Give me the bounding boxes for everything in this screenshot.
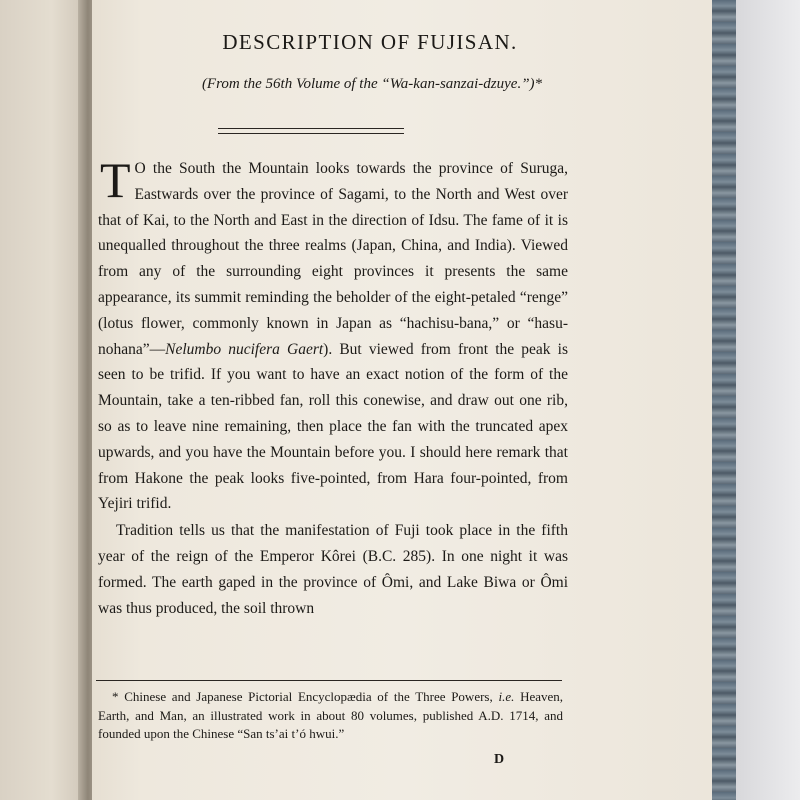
- paragraph-2: Tradition tells us that the manifestation of Fuji took place in the fifth year of the reign of the Emperor Kôrei (B.C. 285). In one night it was formed. The earth gaped in the province of Ômi, and Lake Biwa or Ômi was thus produced, the soil thrown: [98, 522, 568, 617]
- double-rule-divider: [218, 128, 404, 134]
- paragraph-1-text-cont: ). But viewed from front the peak is seen to be trifid. If you want to have an exact notion of the form of the Mountain, take a ten-ribbed fan, roll this conewise, and draw out one rib, so as to leave nine remaining, then place the fan with the truncated apex upwards, and you have the Mountain before you. I should here remark that from Hakone the peak looks five-pointed, from Hara four-pointed, from Yejiri trifid.: [98, 340, 568, 513]
- footnote-ie: i.e.: [498, 689, 515, 704]
- paragraph-1: [98, 152, 568, 517]
- background-surface: [736, 0, 800, 800]
- paragraph-1-text: O the South the Mountain looks towards the province of Suruga, Eastwards over the province of Sagami, to the North and West over that of Kai, to the North and East in the direction of Idsu. The fame of it is unequalled throughout the three realms (Japan, China, and India). Viewed from any of the surrounding eight provinces it presents the same appearance, its summit reminding the beholder of the eight-petaled “renge” (lotus flower, commonly known in Japan as “hachisu-bana,” or “hasu-nohana”—: [98, 160, 568, 358]
- page-title: DESCRIPTION OF FUJISAN.: [222, 30, 518, 54]
- signature-mark: D: [494, 752, 505, 767]
- footnote-rule: [96, 680, 562, 681]
- body-text: [98, 152, 568, 621]
- footnote-text: * Chinese and Japanese Pictorial Encyclopædia of the Three Powers,: [112, 689, 493, 704]
- page-subtitle: (From the 56th Volume of the “Wa-kan-sanzai-dzuye.”)*: [201, 76, 543, 92]
- left-page: [0, 0, 86, 800]
- drop-cap: T: [100, 152, 131, 208]
- footnote-text-cont: Heaven, Earth, and Man, an illustrated work in about 80 volumes, published A.D. 1714, and founded upon the Chinese “San ts’ai t’ó hwui.”: [98, 689, 564, 741]
- footnote: [98, 688, 563, 744]
- book-cover-edge: [712, 0, 736, 800]
- botanical-name: Nelumbo nucifera Gaert: [165, 340, 324, 358]
